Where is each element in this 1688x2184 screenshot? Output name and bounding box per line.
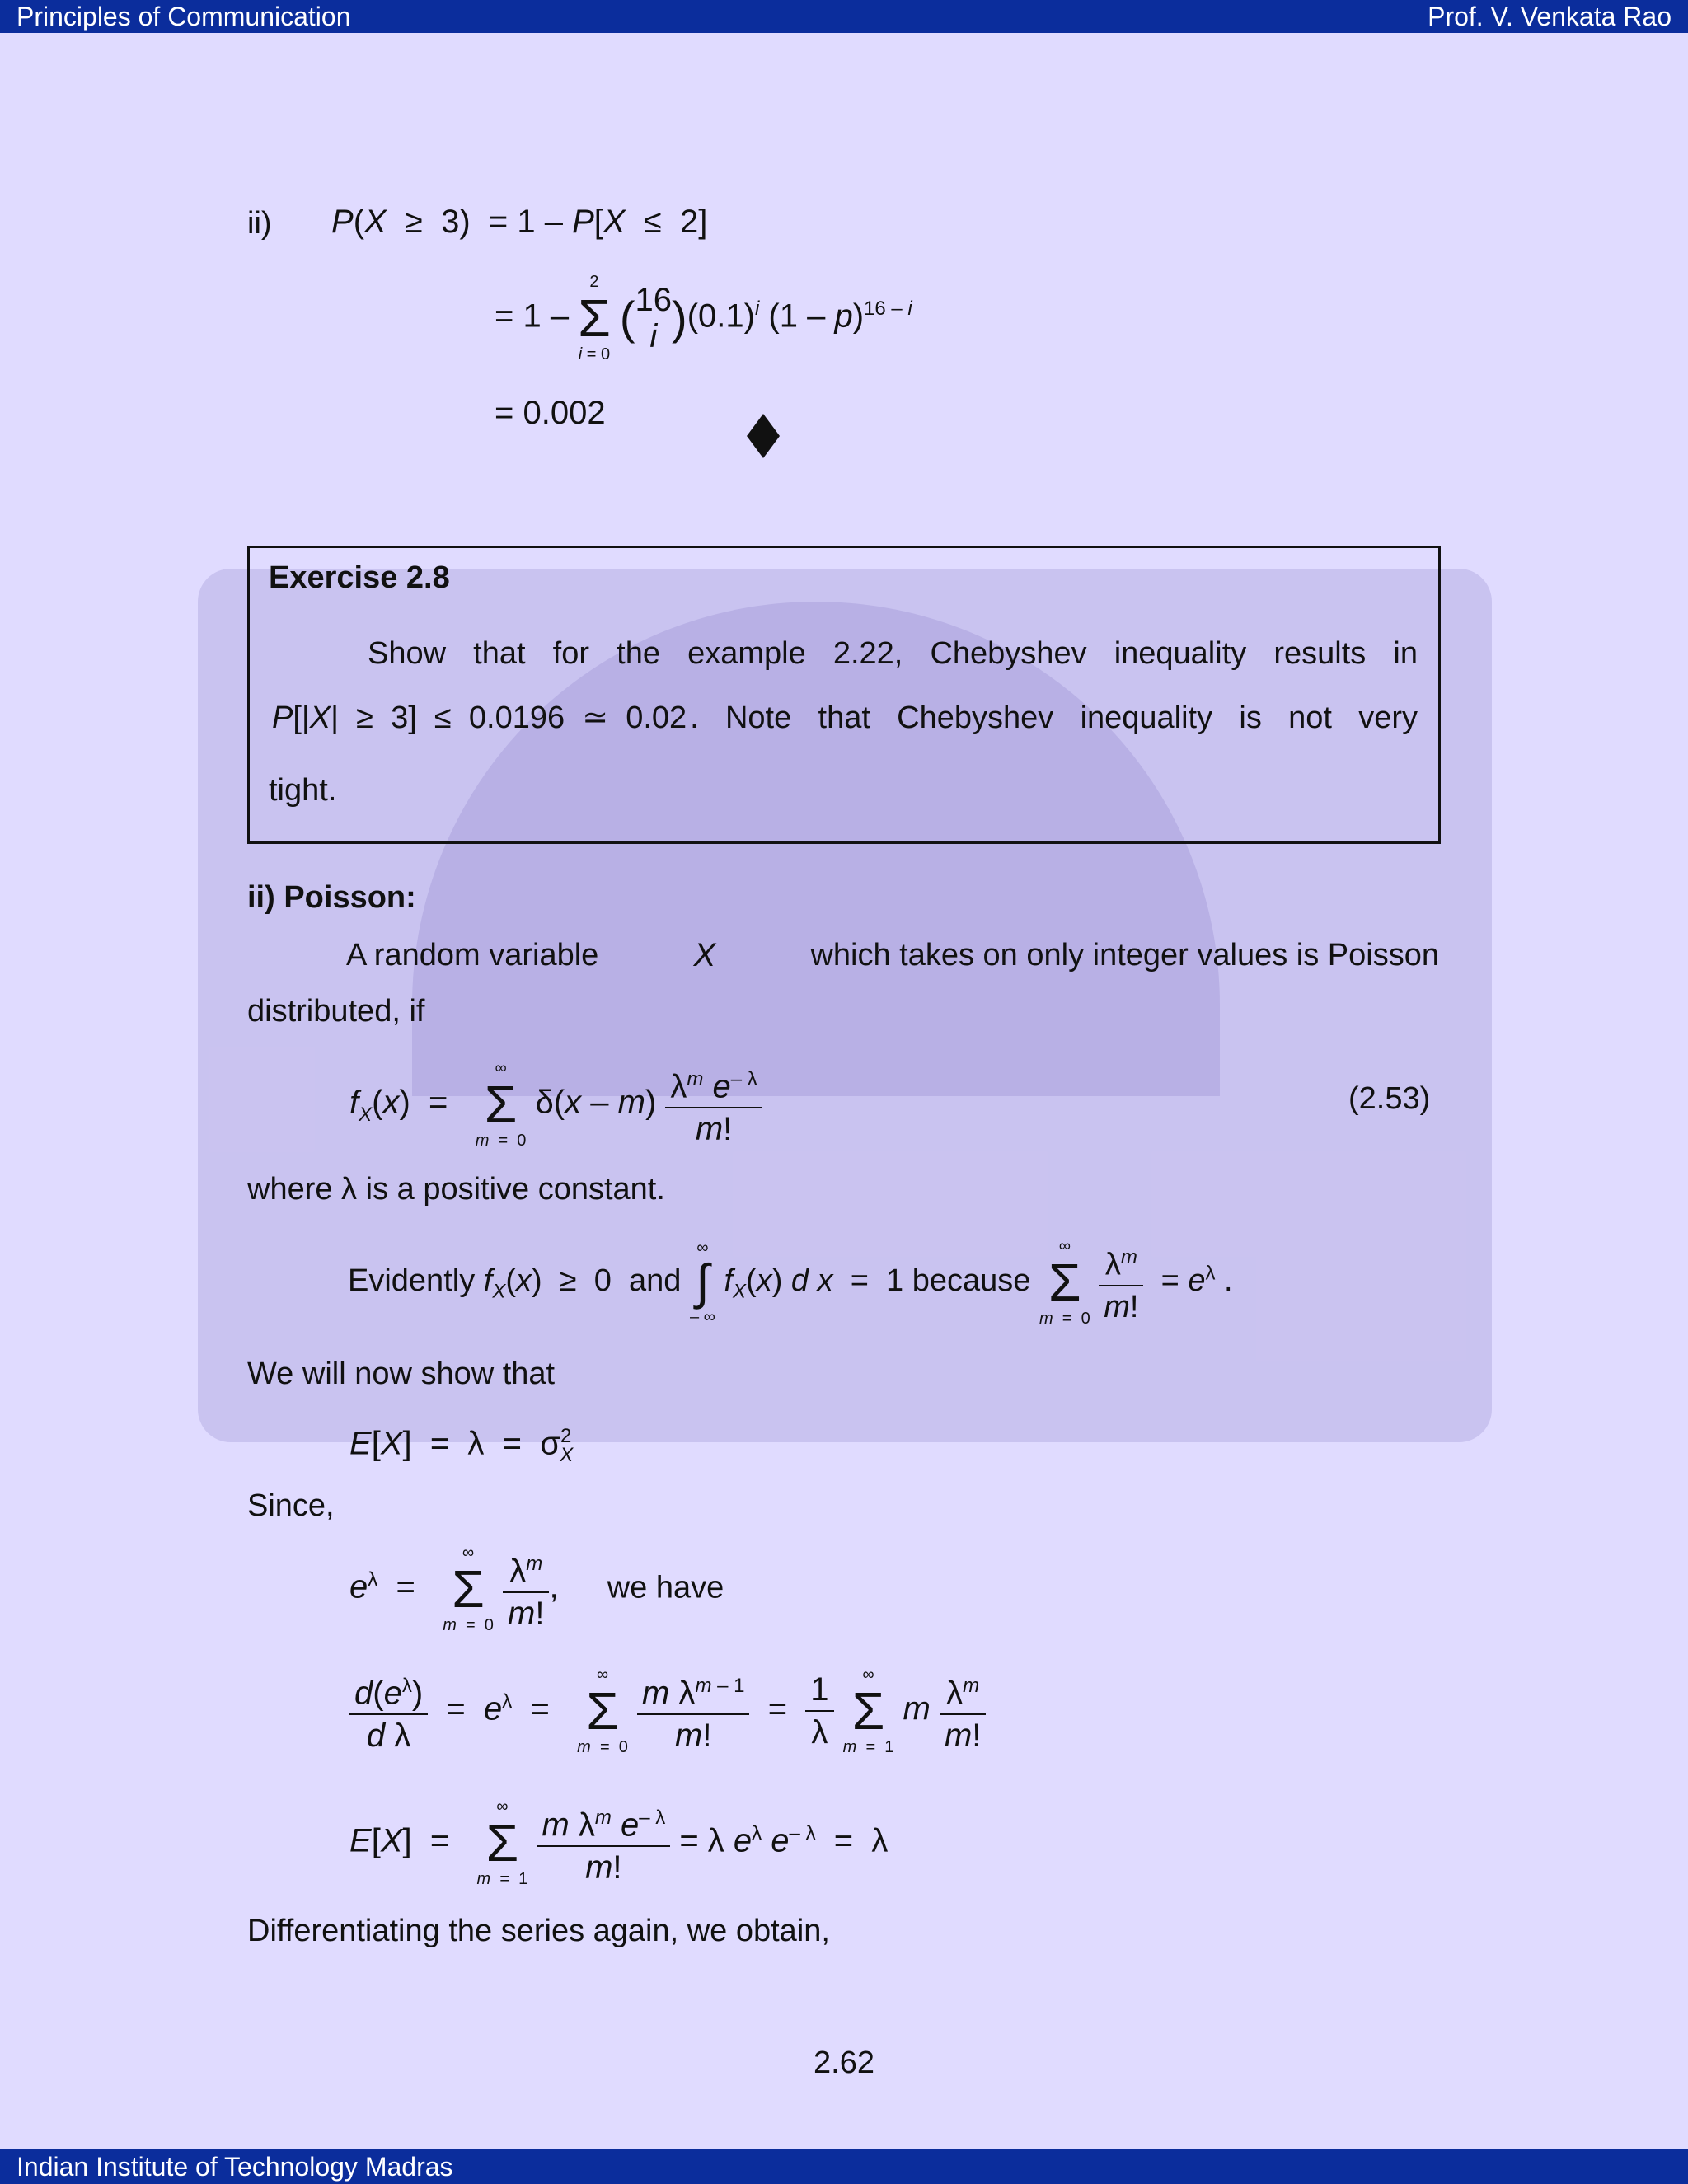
exercise-line-2: P[|X| ≥ 3] ≤ 0.0196 ≃ 0.02 . Note that Chebyshev inequality is not very [272,701,1418,735]
part-ii-label: ii) [247,206,272,241]
since-text: Since, [247,1488,335,1523]
poisson-intro-line-1: A random variable X which takes on only integer values is Poisson [346,937,1439,973]
differentiating-text: Differentiating the series again, we obtain, [247,1914,830,1948]
equation-mean-variance: $E[X] = \lambda = \sigma^2_X$ [349,1425,574,1467]
equation-poisson-density: $f_X(x)$ = ∞ Σ m = 0 δ(x – m) $\frac{\lambda^m e^{- \lambda}}{m!}$ [349,1058,762,1151]
equation-expectation: E[X] = ∞ Σ m = 1 $\frac{m \lambda^m e^{- \lambda}}{m!}$ = λ $e^\lambda$ $e^{- \lambda} = \lambda$ [349,1797,889,1888]
exercise-line-1: Show that for the example 2.22, Chebyshev inequality results in [368,636,1418,671]
page-number: 2.62 [814,2046,874,2080]
lambda-definition: where λ is a positive constant. [247,1172,665,1207]
header-author: Prof. V. Venkata Rao [1428,2,1672,31]
equation-number-2-53: (2.53) [1348,1081,1431,1116]
poisson-intro-line-2: distributed, if [247,994,425,1029]
exercise-title: Exercise 2.8 [269,560,450,595]
binomial-result: = 0.002 [495,395,606,431]
poisson-heading: ii) Poisson: [247,880,416,915]
header-bar [0,0,1688,33]
footer-bar [0,2149,1688,2184]
equation-evidently: Evidently $f_X(x) \ge 0$ and ∞ ∫ – ∞ $f_X(x)$ d x = 1 because ∞ Σ m = 0 $\frac{\lambda^m}{m!}$ = $e^\lambda$ . [348,1237,1233,1328]
equation-binomial-sum: = 1 – 2 Σ i = 0 (16 i )$(0.1)^i$ (1 – p)$^{16 - i}$ [495,273,912,363]
header-course-title: Principles of Communication [16,2,351,31]
footer-institute: Indian Institute of Technology Madras [16,2152,453,2182]
equation-prob-x-ge-3: P(X ≥ 3) = 1 – P[X ≤ 2] [331,204,708,240]
end-of-example-diamond-icon [747,414,780,458]
show-that-text: We will now show that [247,1357,556,1391]
exercise-line-3: tight. [269,773,337,808]
equation-exp-series: $e^\lambda$ = ∞ Σ m = 0 $\frac{\lambda^m}{m!}$ , we have [349,1544,724,1634]
equation-derivative: $\frac{d(e^\lambda)}{\text{d λ}}$ = $e^\lambda$ = ∞ Σ m = 0 $\frac{m \lambda^{m - 1}}{m!}$ = $\frac{1}{\lambda}$ ∞ Σ m = 1 m $\frac{\lambda^m}{m!}$ [349,1665,986,1757]
